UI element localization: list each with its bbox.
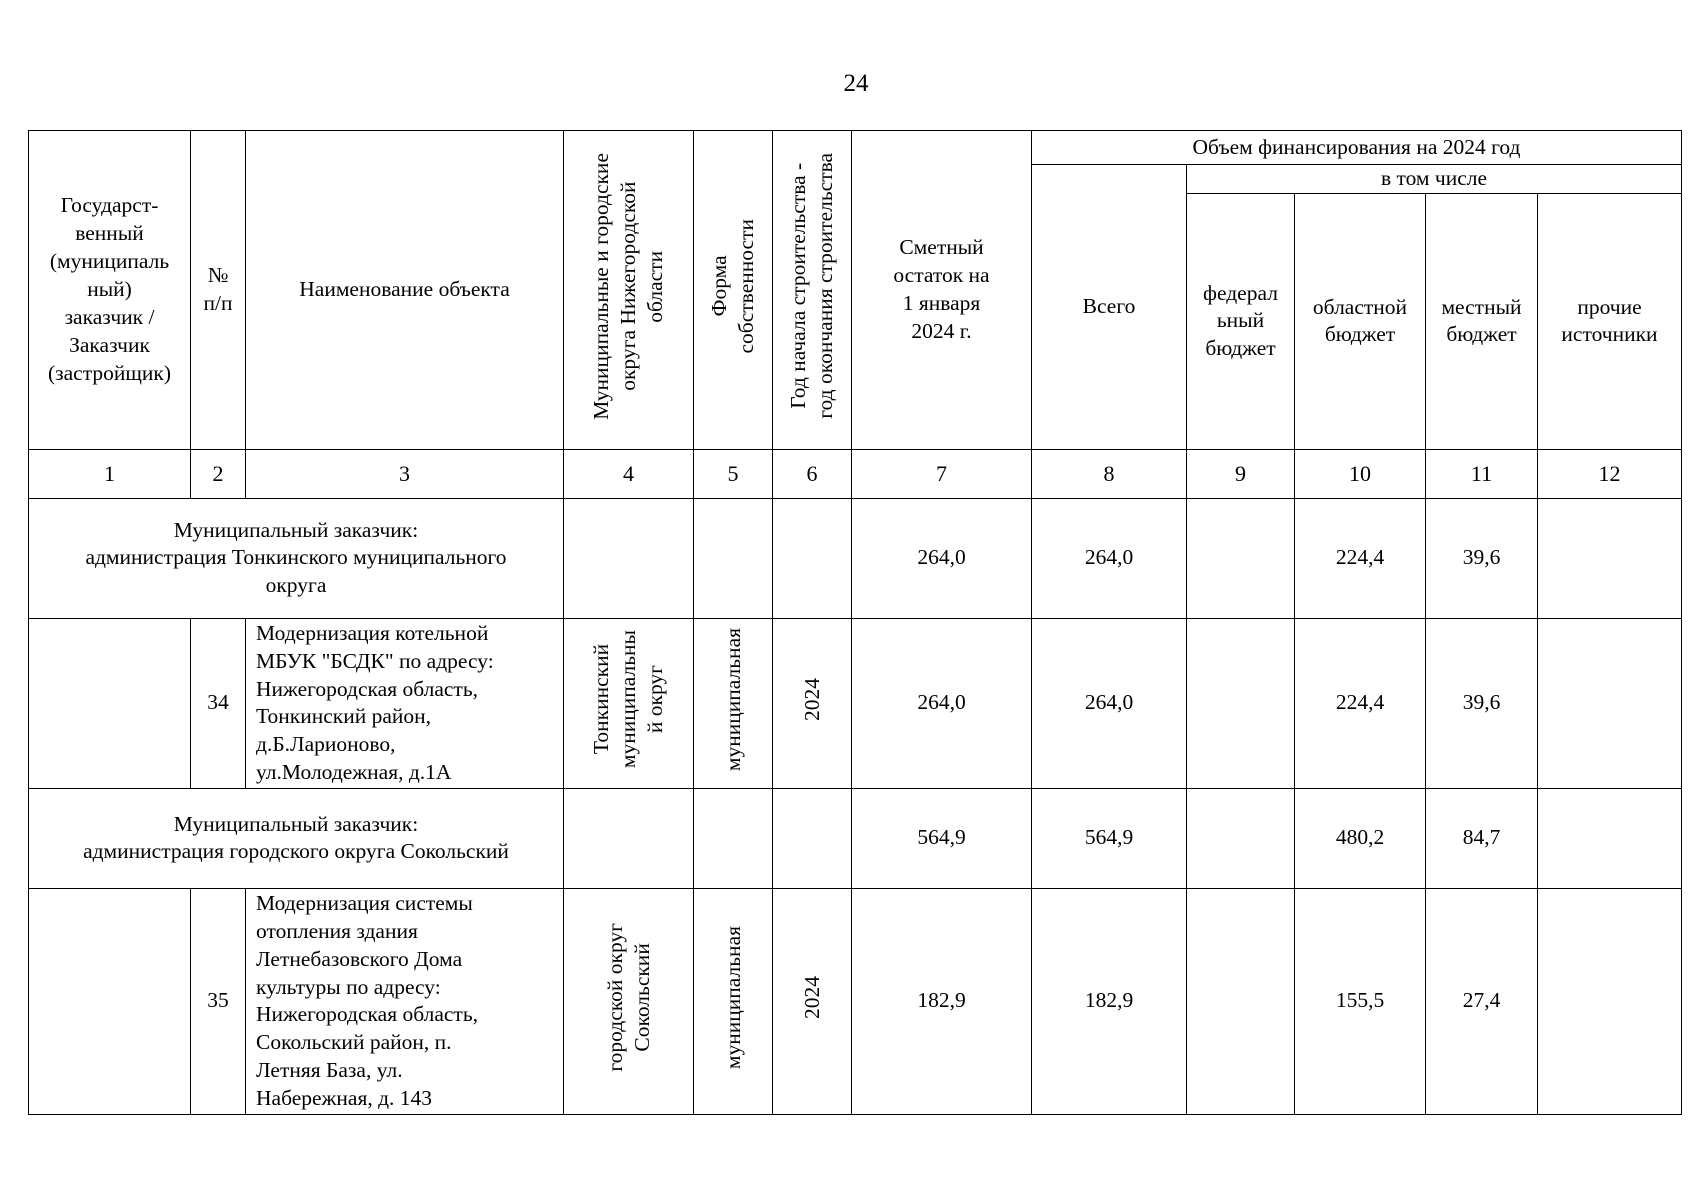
column-number: 8 xyxy=(1032,449,1187,498)
column-number: 11 xyxy=(1426,449,1538,498)
column-number: 2 xyxy=(191,449,246,498)
page-number: 24 xyxy=(843,70,869,97)
regional-value: 480,2 xyxy=(1295,788,1426,888)
other-value xyxy=(1538,498,1682,618)
regional-value: 224,4 xyxy=(1295,618,1426,788)
column-number: 1 xyxy=(29,449,191,498)
local-value: 39,6 xyxy=(1426,498,1538,618)
estimate-value: 264,0 xyxy=(852,498,1032,618)
header-other: прочие источники xyxy=(1538,193,1682,449)
column-number-row xyxy=(29,449,1682,498)
header-ownership: Форма собственности xyxy=(694,131,773,450)
object-name: Модернизация котельной МБУК "БСДК" по адресу: Нижегородская область, Тонкинский район, д.Б.Ларионово, ул.Молодежная, д.1А xyxy=(246,618,564,788)
column-number: 4 xyxy=(564,449,694,498)
financing-table xyxy=(28,130,1682,1115)
empty-cell xyxy=(694,498,773,618)
empty-cell xyxy=(29,888,191,1114)
header-including: в том числе xyxy=(1187,165,1682,194)
object-name: Модернизация системы отопления здания Летнебазовского Дома культуры по адресу: Нижегородская область, Сокольский район, п. Летняя База, ул. Набережная, д. 143 xyxy=(246,888,564,1114)
total-value: 264,0 xyxy=(1032,498,1187,618)
other-value xyxy=(1538,618,1682,788)
header-customer: Государст- венный (муниципаль ный) заказчик / Заказчик (застройщик) xyxy=(29,131,191,450)
customer-name: Муниципальный заказчик: администрация Тонкинского муниципального округа xyxy=(29,498,564,618)
header-regional: областной бюджет xyxy=(1295,193,1426,449)
empty-cell xyxy=(29,618,191,788)
regional-value: 155,5 xyxy=(1295,888,1426,1114)
header-local: местный бюджет xyxy=(1426,193,1538,449)
local-value: 27,4 xyxy=(1426,888,1538,1114)
row-number: 34 xyxy=(191,618,246,788)
customer-name: Муниципальный заказчик: администрация городского округа Сокольский xyxy=(29,788,564,888)
total-value: 564,9 xyxy=(1032,788,1187,888)
header-total: Всего xyxy=(1032,165,1187,450)
column-number: 5 xyxy=(694,449,773,498)
regional-value: 224,4 xyxy=(1295,498,1426,618)
row-number: 35 xyxy=(191,888,246,1114)
district-cell: Тонкинский муниципальны й округ xyxy=(564,618,694,788)
local-value: 84,7 xyxy=(1426,788,1538,888)
object-row xyxy=(29,888,1682,1114)
column-number: 7 xyxy=(852,449,1032,498)
ownership-cell: муниципальная xyxy=(694,618,773,788)
customer-group-row xyxy=(29,498,1682,618)
empty-cell xyxy=(773,788,852,888)
district-cell: городской округ Сокольский xyxy=(564,888,694,1114)
empty-cell xyxy=(564,788,694,888)
ownership-cell: муниципальная xyxy=(694,888,773,1114)
column-number: 6 xyxy=(773,449,852,498)
years-cell: 2024 xyxy=(773,888,852,1114)
header-years: Год начала строительства - год окончания строительства xyxy=(773,131,852,450)
empty-cell xyxy=(694,788,773,888)
header-number: № п/п xyxy=(191,131,246,450)
header-object-name: Наименование объекта xyxy=(246,131,564,450)
years-cell: 2024 xyxy=(773,618,852,788)
customer-group-row xyxy=(29,788,1682,888)
header-funding-group: Объем финансирования на 2024 год xyxy=(1032,131,1682,165)
total-value: 264,0 xyxy=(1032,618,1187,788)
header-district: Муниципальные и городские округа Нижегородской области xyxy=(564,131,694,450)
estimate-value: 564,9 xyxy=(852,788,1032,888)
other-value xyxy=(1538,788,1682,888)
column-number: 3 xyxy=(246,449,564,498)
federal-value xyxy=(1187,498,1295,618)
empty-cell xyxy=(773,498,852,618)
column-number: 12 xyxy=(1538,449,1682,498)
federal-value xyxy=(1187,618,1295,788)
local-value: 39,6 xyxy=(1426,618,1538,788)
total-value: 182,9 xyxy=(1032,888,1187,1114)
other-value xyxy=(1538,888,1682,1114)
empty-cell xyxy=(564,498,694,618)
header-federal: федерал ьный бюджет xyxy=(1187,193,1295,449)
federal-value xyxy=(1187,888,1295,1114)
estimate-value: 264,0 xyxy=(852,618,1032,788)
estimate-value: 182,9 xyxy=(852,888,1032,1114)
federal-value xyxy=(1187,788,1295,888)
column-number: 10 xyxy=(1295,449,1426,498)
object-row xyxy=(29,618,1682,788)
column-number: 9 xyxy=(1187,449,1295,498)
header-estimate: Сметный остаток на 1 января 2024 г. xyxy=(852,131,1032,450)
